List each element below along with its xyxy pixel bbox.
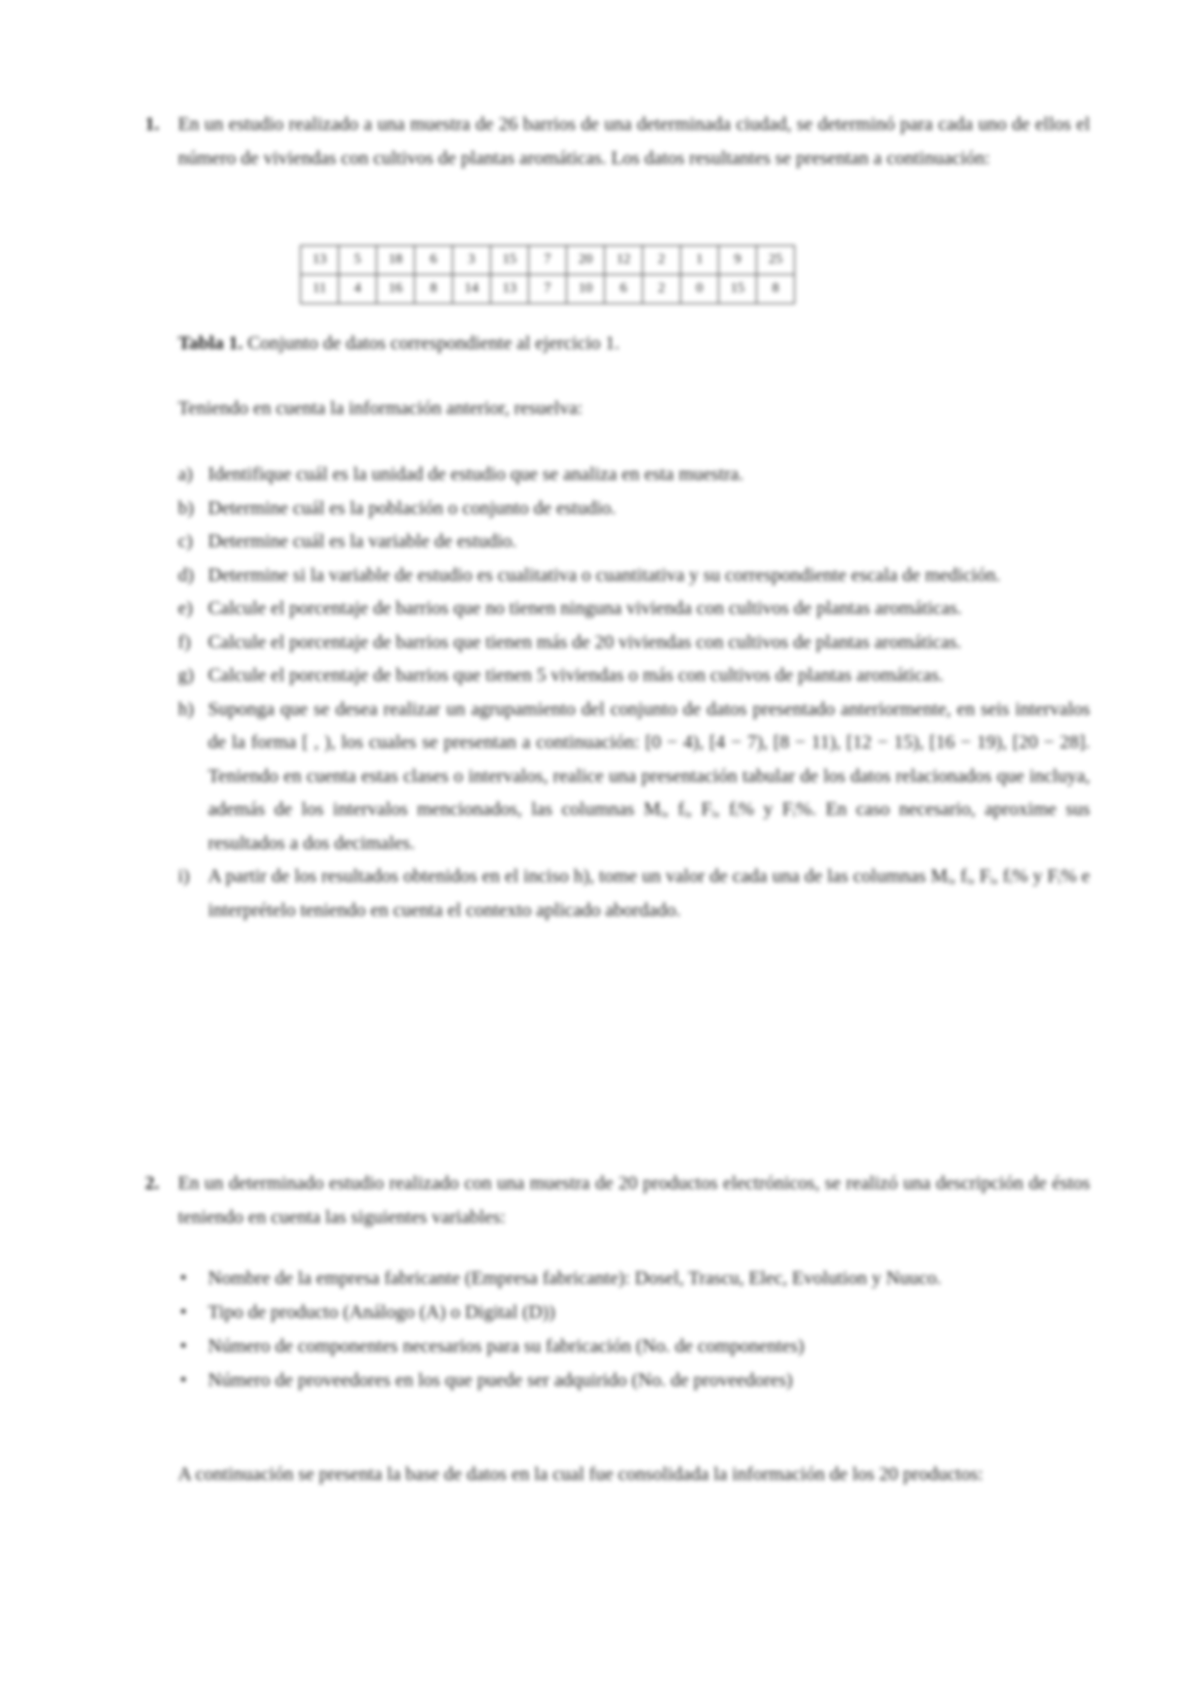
bullet-icon: • bbox=[180, 1336, 187, 1357]
table-cell: 6 bbox=[415, 246, 453, 275]
variable-list bbox=[178, 1262, 1090, 1398]
item-label: c) bbox=[178, 531, 193, 552]
exercise-2-number: 2. bbox=[145, 1173, 160, 1194]
exercise-2-statement: En un determinado estudio realizado con una muestra de 20 productos electrónicos, se realizó una descripción de éstos teniendo en cuenta las siguientes variables: bbox=[178, 1173, 1090, 1228]
item-text: Determine si la variable de estudio es cualitativa o cuantitativa y su correspondiente escala de medición. bbox=[208, 564, 1001, 586]
item-c bbox=[178, 525, 1090, 559]
item-text: Calcule el porcentaje de barrios que no tienen ninguna vivienda con cultivos de plantas aromáticas. bbox=[208, 598, 962, 619]
exercise-1-number: 1. bbox=[145, 114, 160, 135]
item-label: f) bbox=[178, 631, 191, 653]
item-text: Calcule el porcentaje de barrios que tienen más de 20 viviendas con cultivos de plantas aromáticas. bbox=[208, 631, 962, 653]
table-cell: 15 bbox=[491, 246, 529, 275]
table-row bbox=[301, 275, 795, 304]
table-cell: 13 bbox=[491, 275, 529, 304]
bullet-icon: • bbox=[180, 1268, 187, 1289]
list-item bbox=[178, 1330, 1090, 1364]
table-cell: 2 bbox=[643, 246, 681, 275]
table-cell: 9 bbox=[719, 246, 757, 275]
table-cell: 16 bbox=[377, 275, 415, 304]
table-caption-text: Conjunto de datos correspondiente al ejercicio 1. bbox=[247, 333, 620, 354]
exercise-2 bbox=[145, 1167, 1090, 1235]
item-f bbox=[178, 626, 1090, 660]
list-item-text: Tipo de producto (Análogo (A) o Digital (D)) bbox=[208, 1302, 556, 1323]
table-cell: 10 bbox=[567, 275, 605, 304]
table-cell: 2 bbox=[643, 275, 681, 304]
table-cell: 7 bbox=[529, 246, 567, 275]
list-item-text: Nombre de la empresa fabricante (Empresa fabricante): Dosel, Trascu, Elec, Evolution y Nuuco. bbox=[208, 1268, 942, 1289]
item-label: g) bbox=[178, 665, 194, 686]
table-cell: 3 bbox=[453, 246, 491, 275]
item-h bbox=[178, 693, 1090, 861]
table-cell: 4 bbox=[339, 275, 377, 304]
list-item bbox=[178, 1262, 1090, 1296]
list-item bbox=[178, 1364, 1090, 1398]
item-text: Identifique cuál es la unidad de estudio que se analiza en esta muestra. bbox=[208, 464, 744, 485]
item-label: b) bbox=[178, 497, 194, 519]
exercise-2-closing: A continuación se presenta la base de datos en la cual fue consolidada la información de los 20 productos: bbox=[178, 1464, 984, 1485]
table-cell: 12 bbox=[605, 246, 643, 275]
table-cell: 8 bbox=[415, 275, 453, 304]
item-a bbox=[178, 458, 1090, 492]
item-b bbox=[178, 492, 1090, 526]
table-cell: 11 bbox=[301, 275, 339, 304]
table-caption bbox=[178, 333, 620, 355]
item-text: Determine cuál es la población o conjunto de estudio. bbox=[208, 497, 616, 519]
table-caption-label: Tabla 1. bbox=[178, 333, 243, 354]
item-g bbox=[178, 659, 1090, 693]
table-row bbox=[301, 246, 795, 275]
list-item bbox=[178, 1296, 1090, 1330]
table-cell: 7 bbox=[529, 275, 567, 304]
table-cell: 5 bbox=[339, 246, 377, 275]
bullet-icon: • bbox=[180, 1370, 187, 1391]
item-label: e) bbox=[178, 598, 193, 619]
table-cell: 20 bbox=[567, 246, 605, 275]
exercise-1-statement: En un estudio realizado a una muestra de 26 barrios de una determinada ciudad, se determinó para cada uno de ellos el número de viviendas con cultivos de plantas aromáticas. Los datos resultantes se presentan a continuación: bbox=[178, 114, 1090, 169]
item-text: A partir de los resultados obtenidos en el inciso h), tome un valor de cada una de las columnas Mᵢ, fᵢ, Fᵢ, fᵢ% y Fᵢ% e interprételo teniendo en cuenta el contexto aplicado abordado. bbox=[208, 866, 1090, 921]
exercise-1-items bbox=[178, 458, 1090, 927]
exercise-1-intro: Teniendo en cuenta la información anterior, resuelva: bbox=[178, 398, 583, 419]
item-i bbox=[178, 860, 1090, 927]
table-cell: 18 bbox=[377, 246, 415, 275]
list-item-text: Número de proveedores en los que puede ser adquirido (No. de proveedores) bbox=[208, 1370, 793, 1391]
bullet-icon: • bbox=[180, 1302, 187, 1323]
item-e bbox=[178, 592, 1090, 626]
list-item-text: Número de componentes necesarios para su fabricación (No. de componentes) bbox=[208, 1336, 805, 1357]
item-text: Suponga que se desea realizar un agrupamiento del conjunto de datos presentado anteriormente, en seis intervalos de la forma [ , ), los cuales se presentan a continuación: [0 − 4), [4 − 7), [8 − 11), [12 − 15), [16 − 19), [20 − 28]. Teniendo en cuenta estas clases o intervalos, realice una presentación tabular de los datos relacionados que incluya, además de los intervalos mencionados, las columnas Mᵢ, fᵢ, Fᵢ, fᵢ% y Fᵢ%. En caso necesario, aproxime sus resultados a dos decimales. bbox=[208, 698, 1090, 854]
table-cell: 8 bbox=[757, 275, 795, 304]
item-label: d) bbox=[178, 564, 194, 586]
item-label: a) bbox=[178, 464, 193, 485]
table-cell: 14 bbox=[453, 275, 491, 304]
exercise-1 bbox=[145, 108, 1090, 176]
table-cell: 6 bbox=[605, 275, 643, 304]
item-d bbox=[178, 559, 1090, 593]
item-label: i) bbox=[178, 866, 190, 887]
item-label: h) bbox=[178, 698, 194, 720]
data-table bbox=[300, 245, 795, 304]
item-text: Calcule el porcentaje de barrios que tienen 5 viviendas o más con cultivos de plantas aromáticas. bbox=[208, 665, 944, 686]
table-cell: 15 bbox=[719, 275, 757, 304]
table-cell: 13 bbox=[301, 246, 339, 275]
table-cell: 1 bbox=[681, 246, 719, 275]
item-text: Determine cuál es la variable de estudio. bbox=[208, 531, 517, 552]
table-cell: 25 bbox=[757, 246, 795, 275]
table-cell: 0 bbox=[681, 275, 719, 304]
